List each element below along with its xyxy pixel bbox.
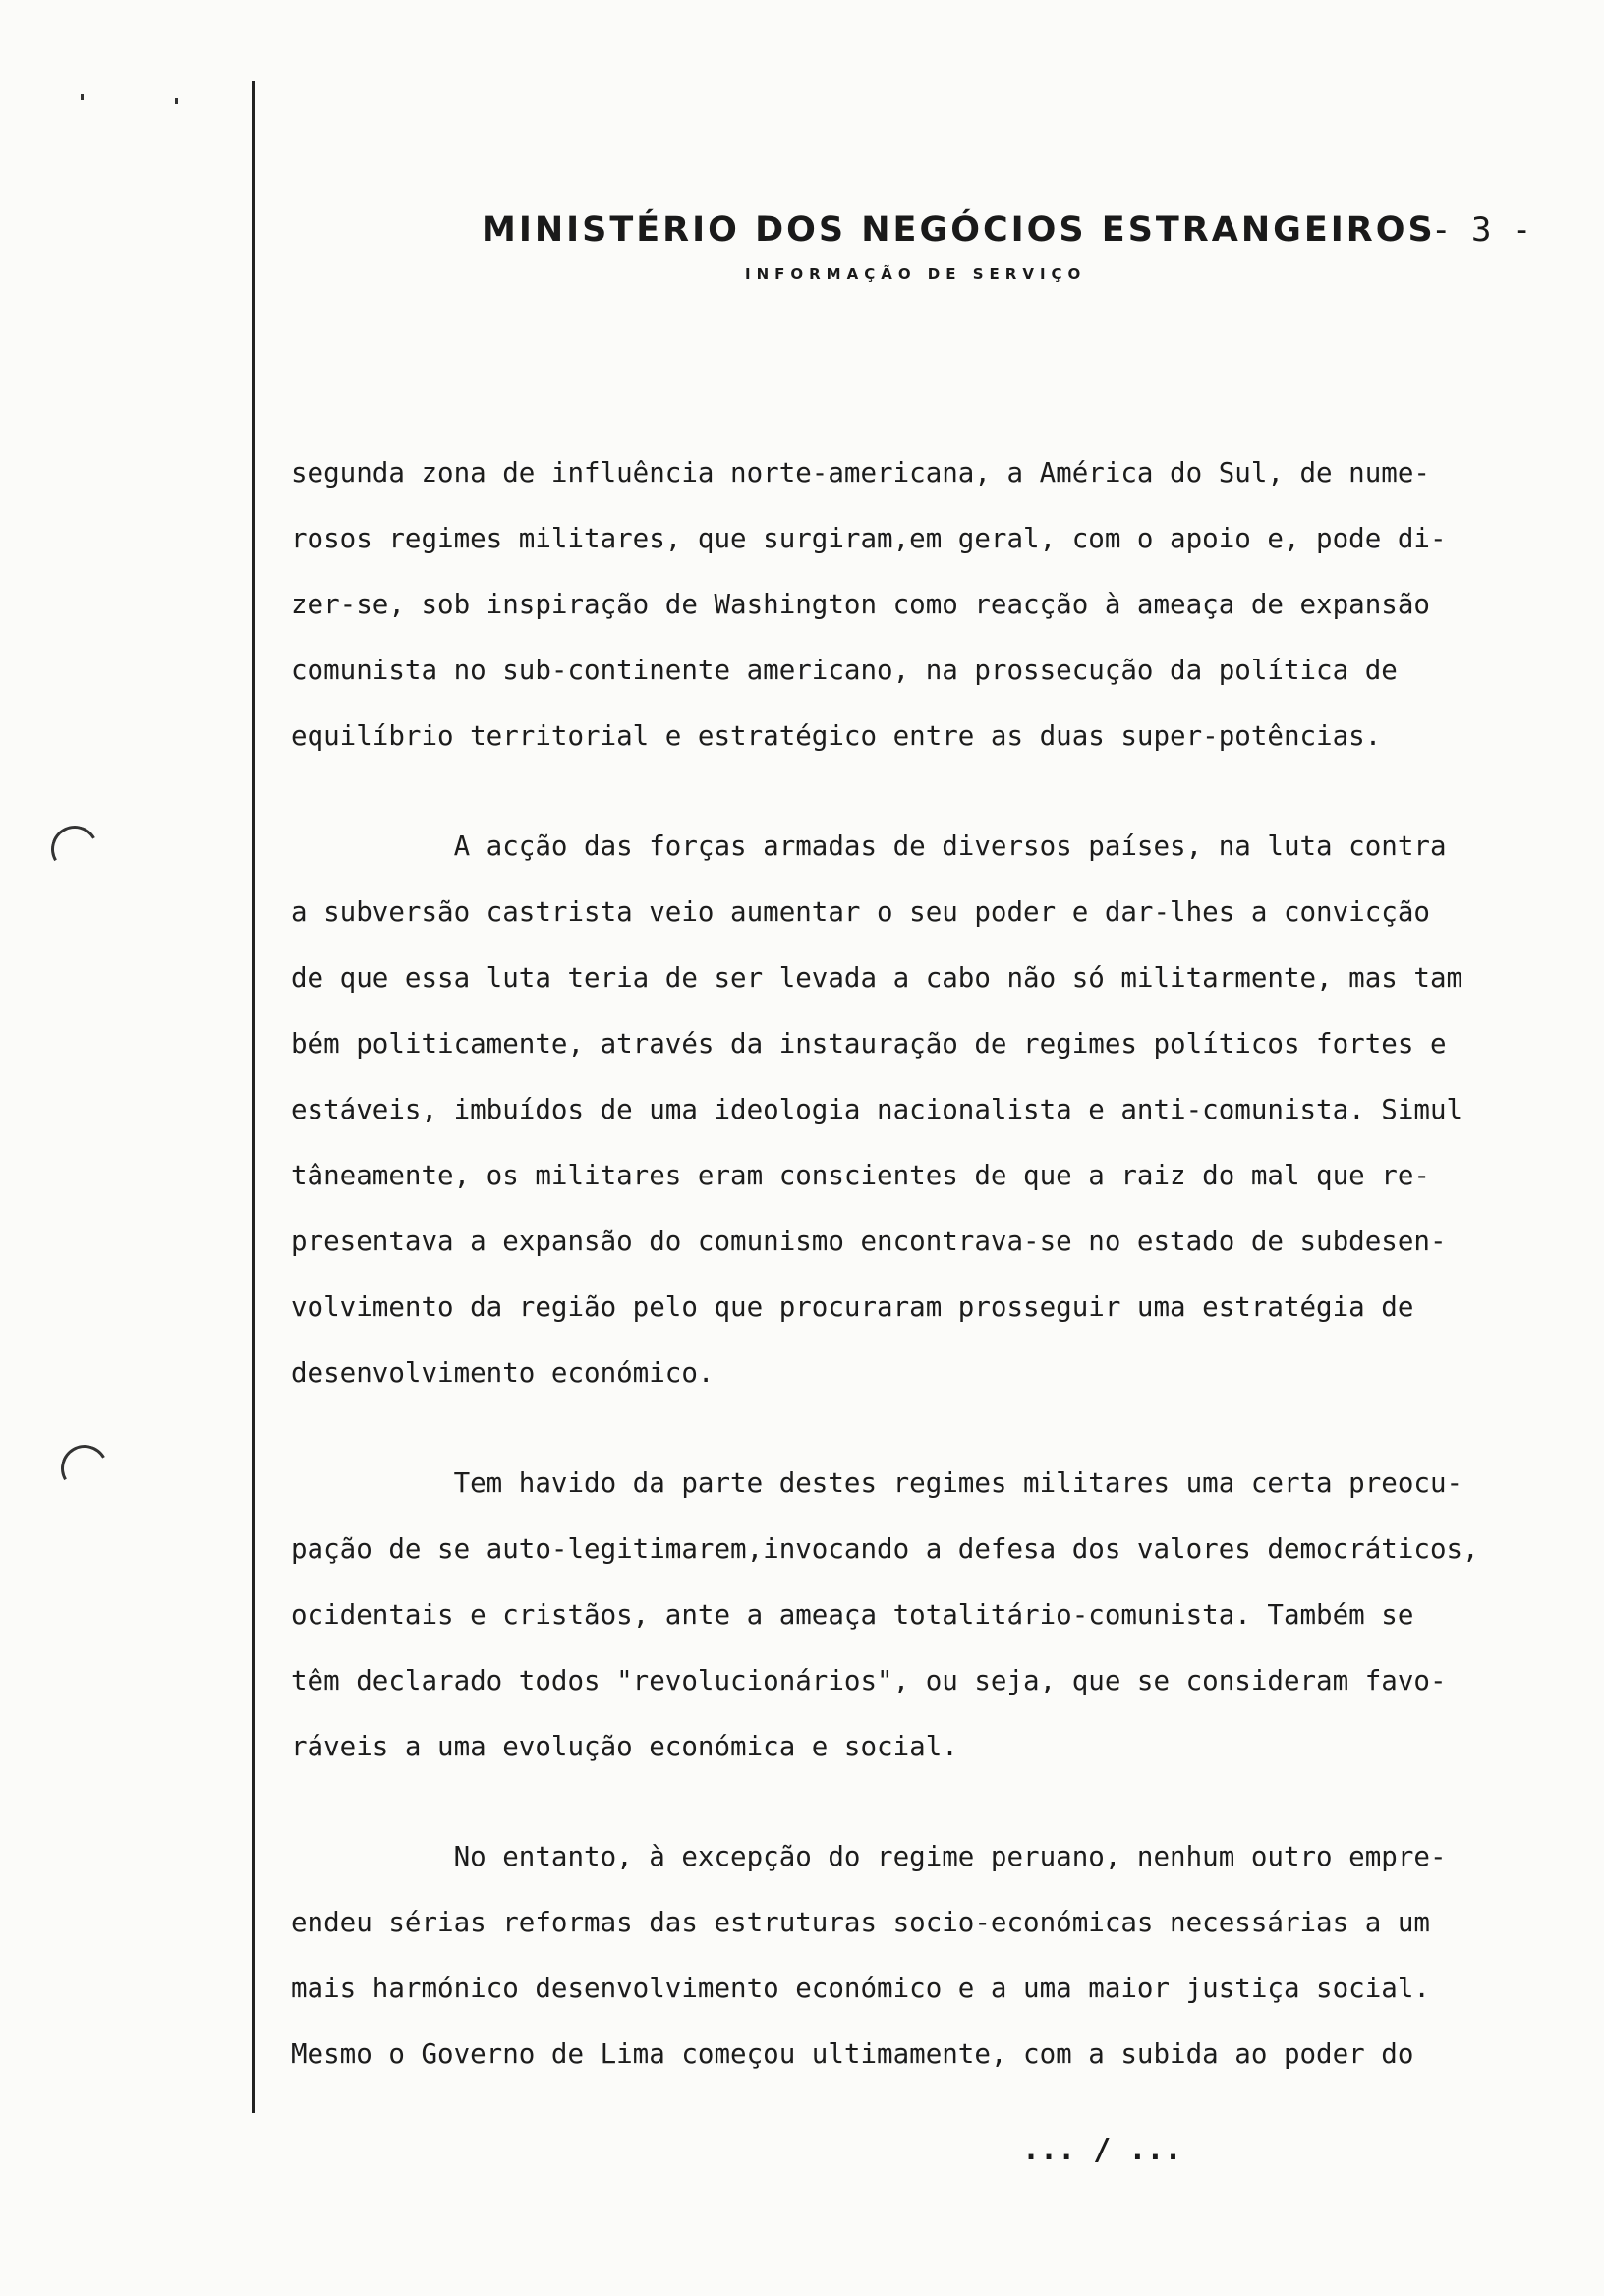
- margin-rule: [252, 81, 255, 2113]
- text-line: têm declarado todos "revolucionários", ou seja, que se consideram favo-: [291, 1665, 1447, 1696]
- ink-speck: [175, 98, 178, 104]
- body-text: [291, 440, 1598, 2088]
- paragraph-1: [291, 440, 1598, 770]
- punch-hole-mark: [46, 821, 104, 879]
- text-line: tâneamente, os militares eram conscientes de que a raiz do mal que re-: [291, 1160, 1430, 1191]
- text-line: ráveis a uma evolução económica e social.: [291, 1731, 958, 1762]
- text-line: endeu sérias reformas das estruturas socio-económicas necessárias a um: [291, 1907, 1430, 1938]
- paragraph-3: [291, 1451, 1598, 1780]
- text-line: bém politicamente, através da instauração de regimes políticos fortes e: [291, 1028, 1447, 1060]
- text-line: volvimento da região pelo que procuraram prosseguir uma estratégia de: [291, 1292, 1414, 1323]
- text-line: estáveis, imbuídos de uma ideologia nacionalista e anti-comunista. Simul: [291, 1094, 1463, 1125]
- punch-hole-mark: [56, 1440, 114, 1498]
- ministry-title: MINISTÉRIO DOS NEGÓCIOS ESTRANGEIROS: [482, 210, 1436, 250]
- ink-speck: [81, 94, 84, 100]
- text-line: a subversão castrista veio aumentar o seu poder e dar-lhes a convicção: [291, 896, 1430, 928]
- page-number: - 3 -: [1431, 210, 1532, 250]
- text-line: A acção das forças armadas de diversos países, na luta contra: [291, 831, 1447, 862]
- text-line: Mesmo o Governo de Lima começou ultimamente, com a subida ao poder do: [291, 2038, 1414, 2070]
- text-line: Tem havido da parte destes regimes militares uma certa preocu-: [291, 1467, 1463, 1499]
- text-line: rosos regimes militares, que surgiram,em geral, com o apoio e, pode di-: [291, 523, 1447, 554]
- text-line: zer-se, sob inspiração de Washington como reacção à ameaça de expansão: [291, 589, 1430, 620]
- text-line: ocidentais e cristãos, ante a ameaça totalitário-comunista. Também se: [291, 1599, 1414, 1631]
- text-line: desenvolvimento económico.: [291, 1357, 715, 1389]
- document-type-subtitle: INFORMAÇÃO DE SERVIÇO: [745, 265, 1087, 283]
- text-line: presentava a expansão do comunismo encontrava-se no estado de subdesen-: [291, 1226, 1447, 1257]
- text-line: pação de se auto-legitimarem,invocando a defesa dos valores democráticos,: [291, 1533, 1479, 1565]
- text-line: mais harmónico desenvolvimento económico e a uma maior justiça social.: [291, 1973, 1430, 2004]
- text-line: comunista no sub-continente americano, na prossecução da política de: [291, 655, 1398, 686]
- paragraph-4: [291, 1824, 1598, 2088]
- text-line: de que essa luta teria de ser levada a cabo não só militarmente, mas tam: [291, 962, 1463, 994]
- text-line: segunda zona de influência norte-americana, a América do Sul, de nume-: [291, 457, 1430, 488]
- text-line: equilíbrio territorial e estratégico entre as duas super-potências.: [291, 720, 1382, 752]
- paragraph-2: [291, 814, 1598, 1406]
- text-line: No entanto, à excepção do regime peruano, nenhum outro empre-: [291, 1841, 1447, 1872]
- continuation-mark: ... / ...: [1022, 2133, 1182, 2167]
